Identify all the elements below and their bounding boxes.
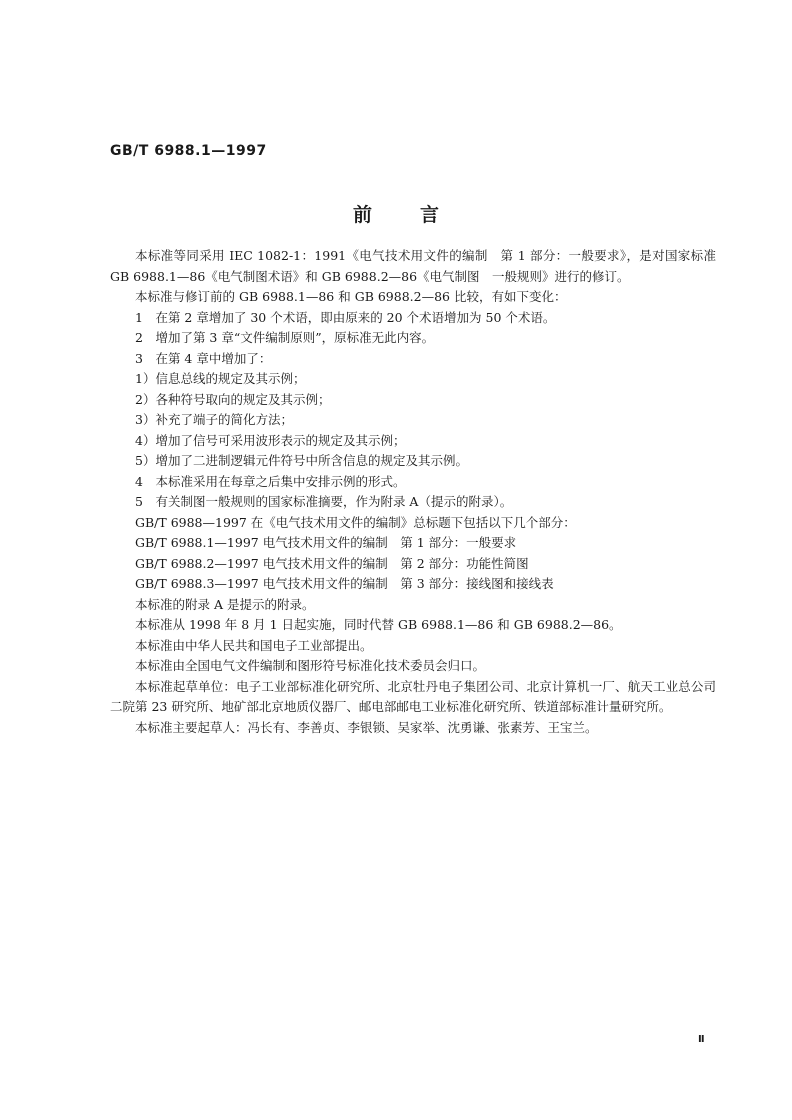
paragraph-appendix: 本标准的附录 A 是提示的附录。: [135, 596, 315, 612]
paragraph-effective-date: 本标准从 1998 年 8 月 1 日起实施，同时代替 GB 6988.1—86 和 GB 6988.2—86。: [135, 617, 622, 632]
paragraph-parts-intro: GB/T 6988—1997 在《电气技术用文件的编制》总标题下包括以下几个部分：: [135, 514, 576, 530]
list-item: 3 在第 4 章中增加了：: [135, 350, 272, 366]
paragraph-drafters: 本标准主要起草人：冯长有、李善贞、李银锁、吴家举、沈勇谦、张素芳、王宝兰。: [135, 719, 598, 735]
part-item: GB/T 6988.2—1997 电气技术用文件的编制 第 2 部分：功能性简图: [135, 555, 529, 571]
list-item: 5 有关制图一般规则的国家标准摘要，作为附录 A（提示的附录）。: [135, 494, 513, 509]
sub-list-item: 1）信息总线的规定及其示例；: [135, 371, 306, 386]
paragraph-committee: 本标准由全国电气文件编制和图形符号标准化技术委员会归口。: [135, 658, 486, 673]
list-item: 1 在第 2 章增加了 30 个术语，即由原来的 20 个术语增加为 50 个术语。: [135, 309, 556, 325]
paragraph-drafting-units: 本标准起草单位：电子工业部标准化研究所、北京牡丹电子集团公司、北京计算机一厂、航天工业总公司二院第 23 研究所、地矿部北京地质仪器厂、邮电部邮电工业标准化研究所、铁道部标准计量研究所。: [110, 678, 716, 714]
sub-list-item: 2）各种符号取向的规定及其示例；: [135, 391, 331, 407]
list-item: 2 增加了第 3 章“文件编制原则”，原标准无此内容。: [135, 330, 435, 345]
list-item: 4 本标准采用在每章之后集中安排示例的形式。: [135, 473, 406, 489]
page-number: Ⅱ: [698, 1034, 705, 1045]
paragraph-changes-intro: 本标准与修订前的 GB 6988.1—86 和 GB 6988.2—86 比较，有如下变化：: [135, 289, 567, 304]
sub-list-item: 5）增加了二进制逻辑元件符号中所含信息的规定及其示例。: [135, 453, 468, 468]
paragraph-proposer: 本标准由中华人民共和国电子工业部提出。: [135, 637, 373, 653]
sub-list-item: 4）增加了信号可采用波形表示的规定及其示例；: [135, 432, 406, 448]
standard-number: GB/T 6988.1—1997: [110, 143, 267, 159]
part-item: GB/T 6988.1—1997 电气技术用文件的编制 第 1 部分：一般要求: [135, 535, 517, 550]
paragraph-adoption: 本标准等同采用 IEC 1082-1：1991《电气技术用文件的编制 第 1 部分：一般要求》，是对国家标准 GB 6988.1—86《电气制图术语》和 GB 6988.2—86《电气制图 一般规则》进行的修订。: [110, 248, 716, 284]
foreword-body: [110, 246, 716, 738]
page-title: 前言: [352, 204, 487, 226]
sub-list-item: 3）补充了端子的简化方法；: [135, 412, 293, 427]
part-item: GB/T 6988.3—1997 电气技术用文件的编制 第 3 部分：接线图和接线表: [135, 576, 554, 591]
